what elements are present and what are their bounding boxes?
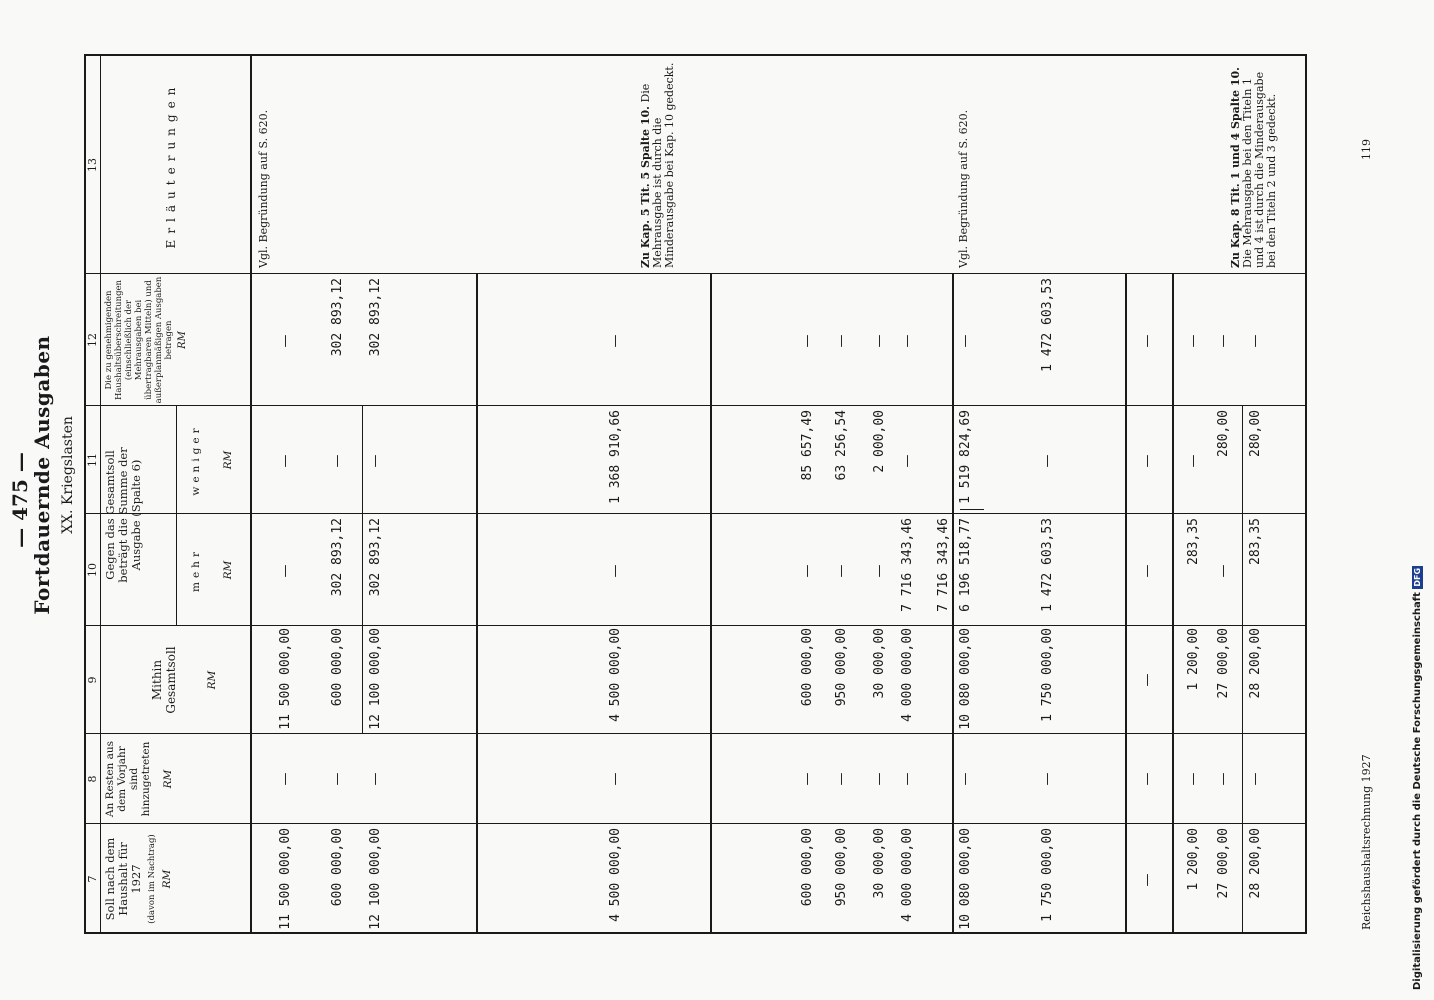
dfg-logo: DFG [1413, 567, 1422, 587]
cell-g5_r1-c7: — [1140, 873, 1155, 887]
column-rule-0 [84, 932, 1307, 934]
cell-g3_r3-c7: 30 000,00 [872, 828, 887, 899]
cell-g1_total-c10: 302 893,12 [368, 518, 383, 597]
cell-g2_r1-c12: — [608, 334, 623, 348]
cell-g3_r4-c7: 4 000 000,00 [900, 828, 915, 922]
colnum-8: 8 [86, 775, 99, 783]
cell-g1_r2-c7: 600 000,00 [330, 828, 345, 907]
cell-g3_r4-c8: — [900, 772, 915, 786]
cell-g1_r1-c12: — [278, 334, 293, 348]
cell-g4_r1-c10: 1 472 603,53 [1040, 518, 1055, 612]
note-group3-ref: Zu Kap. 5 Tit. 5 Spalte 10. [639, 106, 652, 268]
cell-g5_r1-c12: — [1140, 334, 1155, 348]
cell-g3_r2-c9: 950 000,00 [834, 628, 849, 707]
colnum-13: 13 [86, 158, 99, 172]
cell-g3_r1-c11: 85 657,49 [800, 410, 815, 481]
note-group4: Vgl. Begründung auf S. 620. [957, 109, 970, 268]
cell-g1_total-c12: 302 893,12 [368, 278, 383, 357]
cell-g4_r1-c12: 1 472 603,53 [1040, 278, 1055, 372]
header-col11-label: weniger [190, 424, 202, 496]
column-rule-7 [84, 54, 1307, 56]
note-group6-text: Die Mehrausgabe bei den Titeln 1 und 4 ist durch die Minderausgabe bei den Titeln 2 und 3 gedeckt. [1241, 71, 1278, 268]
cell-g3_r1-c8: — [800, 772, 815, 786]
cell-g2_r1-c9: 4 500 000,00 [608, 628, 623, 722]
cell-g6_r1-c11: — [1186, 454, 1201, 468]
header-col12-label: Die zu genehmigenden Haushaltsüberschreitungen (einschließlich der Mehrausgaben bei übertragbaren Mitteln) und außerplanmäßigen Ausgaben betragen [104, 276, 174, 404]
cell-g1_r2-c11: — [330, 454, 345, 468]
cell-g3_r1-c9: 600 000,00 [800, 628, 815, 707]
cell-g3_sum-c10: 7 716 343,46 [936, 518, 951, 612]
cell-g6_total-c9: 28 200,00 [1248, 628, 1263, 699]
cell-g1_r1-c10: — [278, 564, 293, 578]
cell-g3_r2-c12: — [834, 334, 849, 348]
cell-g3_total-c10: 6 196 518,77 [958, 518, 973, 612]
cell-g6_total-c8: — [1248, 772, 1263, 786]
page-number: — 475 — [8, 452, 32, 548]
header-col7-label: Soll nach dem Haushalt für 1927 [103, 837, 143, 921]
cell-g5_r1-c10: — [1140, 564, 1155, 578]
header-col8-label: An Resten aus dem Vorjahr sind hinzugetreten [104, 740, 152, 818]
table-bottom-rule [1305, 56, 1307, 934]
header-col8-unit: RM [162, 769, 174, 789]
cell-g3_r1-c12: — [800, 334, 815, 348]
cell-g6_total-c11: 280,00 [1248, 410, 1263, 457]
cell-g1_r1-c8: — [278, 772, 293, 786]
header-col9-label: Mithin Gesamtsoll [150, 646, 178, 714]
header-col10-11-group: Gegen das Gesamtsoll beträgt die Summe der Ausgabe (Spalte 6) [103, 447, 143, 583]
header-col12-unit: RM [177, 331, 188, 349]
cell-g5_r1-c9: — [1140, 673, 1155, 687]
group-rule-3 [1125, 274, 1127, 934]
cell-g3_r2-c7: 950 000,00 [834, 828, 849, 907]
cell-g6_r1-c12: — [1186, 334, 1201, 348]
cell-g3_total-c11: 1 519 824,69 [958, 410, 973, 504]
header-col11-unit: RM [222, 450, 234, 470]
header-col7 [104, 826, 173, 932]
cell-g1_r1-c9: 11 500 000,00 [278, 628, 293, 730]
cell-g6_r1-c10: 283,35 [1186, 518, 1201, 565]
header-group-rule [176, 406, 177, 626]
colnum-rule [100, 56, 101, 934]
cell-g3_total-c9: 10 080 000,00 [958, 628, 973, 730]
header-col9 [150, 628, 218, 732]
cell-g1_total-c8: — [368, 772, 383, 786]
cell-g6_r2-c7: 27 000,00 [1216, 828, 1231, 899]
colnum-7: 7 [86, 875, 99, 883]
cell-g3_total-c7: 10 080 000,00 [958, 828, 973, 930]
cell-g3_r3-c9: 30 000,00 [872, 628, 887, 699]
group-rule-1 [710, 274, 712, 934]
bracket-group3 [960, 508, 984, 510]
subtotal-rule-0 [362, 406, 363, 734]
cell-g4_r1-c11: — [1040, 454, 1055, 468]
note-group6-ref: Zu Kap. 8 Tit. 1 und 4 Spalte 10. [1229, 67, 1242, 268]
header-col8 [104, 736, 174, 822]
footer-right: 119 [1360, 139, 1373, 160]
column-rule-1 [84, 823, 1307, 824]
cell-g5_r1-c11: — [1140, 454, 1155, 468]
cell-g3_r3-c10: — [872, 564, 887, 578]
header-col10-unit: RM [222, 560, 234, 580]
page-subtitle: XX. Kriegslasten [60, 416, 76, 534]
cell-g1_r2-c8: — [330, 772, 345, 786]
cell-g3_r1-c7: 600 000,00 [800, 828, 815, 907]
cell-g1_r1-c11: — [278, 454, 293, 468]
cell-g6_r1-c8: — [1186, 772, 1201, 786]
note-group3-text: Die Mehrausgabe ist durch die Minderausgabe bei Kap. 10 gedeckt. [639, 62, 676, 268]
header-rule [250, 56, 252, 934]
cell-g6_total-c10: 283,35 [1248, 518, 1263, 565]
page-title: Fortdauernde Ausgaben [30, 335, 54, 615]
column-rule-2 [84, 733, 1307, 734]
cell-g6_r2-c8: — [1216, 772, 1231, 786]
cell-g1_total-c7: 12 100 000,00 [368, 828, 383, 930]
cell-g2_r1-c7: 4 500 000,00 [608, 828, 623, 922]
cell-g2_r1-c8: — [608, 772, 623, 786]
cell-g6_r2-c10: — [1216, 564, 1231, 578]
cell-g6_r1-c9: 1 200,00 [1186, 628, 1201, 691]
cell-g6_total-c7: 28 200,00 [1248, 828, 1263, 899]
column-rule-5 [84, 405, 1307, 406]
note-group1: Vgl. Begründung auf S. 620. [257, 109, 270, 268]
header-col13: Erläuterungen [164, 81, 178, 249]
sidebar-credit-text: Digitalisierung gefördert durch die Deutsche Forschungsgemeinschaft [1412, 592, 1423, 990]
column-rule-4 [84, 513, 1307, 514]
cell-g3_r4-c12: — [900, 334, 915, 348]
cell-g1_r2-c9: 600 000,00 [330, 628, 345, 707]
cell-g3_r3-c11: 2 000,00 [872, 410, 887, 473]
cell-g6_r2-c12: — [1216, 334, 1231, 348]
column-rule-6 [84, 273, 1307, 274]
cell-g4_r1-c7: 1 750 000,00 [1040, 828, 1055, 922]
cell-g2_r1-c10: — [608, 564, 623, 578]
cell-g6_r2-c11: 280,00 [1216, 410, 1231, 457]
cell-g1_total-c9: 12 100 000,00 [368, 628, 383, 730]
note-group3 [640, 58, 676, 268]
cell-g1_r2-c10: 302 893,12 [330, 518, 345, 597]
footer-left: Reichshaushaltsrechnung 1927 [1360, 754, 1373, 930]
cell-g1_r1-c7: 11 500 000,00 [278, 828, 293, 930]
colnum-10: 10 [86, 563, 99, 577]
colnum-9: 9 [86, 676, 99, 684]
cell-g3_r2-c10: — [834, 564, 849, 578]
cell-g1_total-c11: — [368, 454, 383, 468]
subtotal-rule-1 [952, 514, 953, 626]
header-col12 [104, 276, 188, 404]
cell-g3_total-c12: — [958, 334, 973, 348]
group-rule-4 [1172, 274, 1174, 934]
subtotal-rule-2 [1242, 406, 1243, 934]
column-rule-3 [84, 625, 1307, 626]
colnum-12: 12 [86, 333, 99, 347]
cell-g4_r1-c8: — [1040, 772, 1055, 786]
header-col10 [190, 516, 234, 624]
cell-g3_r4-c9: 4 000 000,00 [900, 628, 915, 722]
cell-g3_r2-c11: 63 256,54 [834, 410, 849, 481]
cell-g3_r4-c10: 7 716 343,46 [900, 518, 915, 612]
cell-g3_r4-c11: — [900, 454, 915, 468]
cell-g3_total-c8: — [958, 772, 973, 786]
note-group6 [1230, 58, 1278, 268]
cell-g6_r2-c9: 27 000,00 [1216, 628, 1231, 699]
cell-g6_total-c12: — [1248, 334, 1263, 348]
header-col11 [190, 408, 234, 512]
header-col10-label: mehr [190, 548, 202, 592]
cell-g3_r2-c8: — [834, 772, 849, 786]
group-rule-0 [476, 274, 478, 934]
header-col7-unit: RM [161, 869, 173, 889]
header-col7-note: (davon im Nachtrag) [147, 834, 157, 924]
cell-g1_r2-c12: 302 893,12 [330, 278, 345, 357]
header-col9-unit: RM [206, 670, 218, 690]
cell-g3_r1-c10: — [800, 564, 815, 578]
cell-g3_r3-c12: — [872, 334, 887, 348]
cell-g6_r1-c7: 1 200,00 [1186, 828, 1201, 891]
cell-g2_r1-c11: 1 368 910,66 [608, 410, 623, 504]
colnum-11: 11 [86, 453, 99, 467]
sidebar-credit [1412, 566, 1423, 990]
cell-g3_r3-c8: — [872, 772, 887, 786]
cell-g4_r1-c9: 1 750 000,00 [1040, 628, 1055, 722]
cell-g5_r1-c8: — [1140, 772, 1155, 786]
